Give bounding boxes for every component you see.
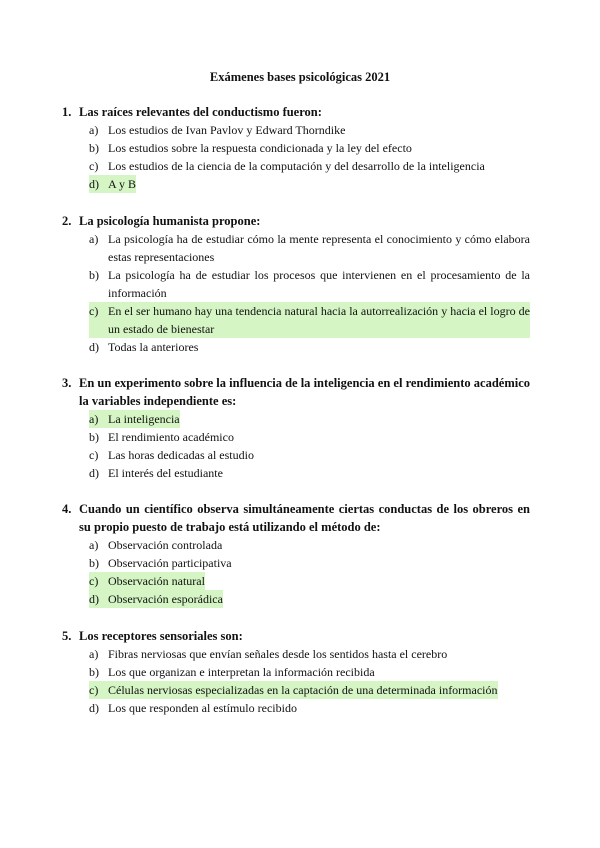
option-b — [89, 139, 530, 157]
option-letter: b) — [89, 665, 99, 679]
question-number: 3. — [62, 376, 72, 390]
question-number: 4. — [62, 502, 72, 516]
option-letter: d) — [89, 590, 108, 608]
option-list — [62, 536, 530, 608]
option-letter: d) — [89, 340, 99, 354]
option-d — [89, 590, 530, 608]
option-text: La psicología ha de estudiar los procesos que intervienen en el procesamiento de la información — [108, 268, 530, 300]
option-b — [89, 428, 530, 446]
question-heading — [62, 500, 530, 536]
option-c — [89, 572, 530, 590]
option-letter: c) — [89, 448, 99, 462]
question-2 — [62, 212, 530, 356]
question-text: Las raíces relevantes del conductismo fueron: — [79, 105, 322, 119]
option-d — [89, 699, 530, 717]
option-c — [89, 157, 530, 175]
option-b — [89, 266, 530, 302]
option-text: Las horas dedicadas al estudio — [108, 448, 254, 462]
option-d — [89, 175, 530, 193]
question-text: Cuando un científico observa simultáneamente ciertas conductas de los obreros en su propio puesto de trabajo está utilizando el método de: — [79, 502, 530, 534]
question-text: Los receptores sensoriales son: — [79, 629, 243, 643]
question-number: 1. — [62, 105, 72, 119]
option-list — [62, 121, 530, 193]
question-number: 5. — [62, 629, 72, 643]
question-3 — [62, 374, 530, 482]
option-text: Observación esporádica — [108, 592, 223, 606]
option-letter: a) — [89, 410, 108, 428]
option-text: Todas la anteriores — [108, 340, 199, 354]
option-list — [62, 230, 530, 356]
question-1 — [62, 103, 530, 193]
option-c — [89, 302, 530, 338]
page-title: Exámenes bases psicológicas 2021 — [209, 70, 391, 84]
option-letter: a) — [89, 232, 99, 246]
option-c — [89, 681, 530, 699]
option-letter: c) — [89, 572, 108, 590]
option-letter: d) — [89, 466, 99, 480]
option-letter: a) — [89, 647, 99, 661]
option-a — [89, 410, 530, 428]
option-text: Los que responden al estímulo recibido — [108, 701, 297, 715]
option-a — [89, 230, 530, 266]
option-letter: a) — [89, 123, 99, 137]
option-list — [62, 410, 530, 482]
option-d — [89, 338, 530, 356]
option-text: La inteligencia — [108, 412, 180, 426]
option-b — [89, 554, 530, 572]
option-letter: b) — [89, 556, 99, 570]
option-text: Los que organizan e interpretan la información recibida — [108, 665, 375, 679]
option-letter: b) — [89, 141, 99, 155]
option-a — [89, 121, 530, 139]
question-heading — [62, 627, 530, 645]
option-d — [89, 464, 530, 482]
option-text: Observación controlada — [108, 538, 223, 552]
question-heading — [62, 103, 530, 121]
option-b — [89, 663, 530, 681]
option-text: La psicología ha de estudiar cómo la mente representa el conocimiento y cómo elabora estas representaciones — [108, 232, 530, 264]
option-text: Fibras nerviosas que envían señales desde los sentidos hasta el cerebro — [108, 647, 448, 661]
option-letter: b) — [89, 268, 99, 282]
question-text: La psicología humanista propone: — [79, 214, 261, 228]
option-letter: a) — [89, 538, 99, 552]
option-text: A y B — [108, 177, 137, 191]
option-letter: b) — [89, 430, 99, 444]
option-letter: c) — [89, 159, 99, 173]
option-a — [89, 536, 530, 554]
question-number: 2. — [62, 214, 72, 228]
option-text: Células nerviosas especializadas en la captación de una determinada información — [108, 683, 498, 697]
option-a — [89, 645, 530, 663]
question-4 — [62, 500, 530, 608]
option-text: Los estudios de Ivan Pavlov y Edward Thorndike — [108, 123, 346, 137]
option-text: Observación participativa — [108, 556, 232, 570]
option-list — [62, 645, 530, 717]
option-text: Los estudios de la ciencia de la computación y del desarrollo de la inteligencia — [108, 159, 485, 173]
option-letter: d) — [89, 701, 99, 715]
option-text: En el ser humano hay una tendencia natural hacia la autorrealización y hacia el logro de un estado de bienestar — [108, 304, 530, 336]
question-heading — [62, 212, 530, 230]
question-text: En un experimento sobre la influencia de la inteligencia en el rendimiento académico la variables independiente es: — [79, 376, 530, 408]
option-letter: c) — [89, 302, 108, 338]
option-c — [89, 446, 530, 464]
option-letter: d) — [89, 175, 108, 193]
option-text: Los estudios sobre la respuesta condicionada y la ley del efecto — [108, 141, 412, 155]
option-letter: c) — [89, 681, 108, 699]
question-heading — [62, 374, 530, 410]
option-text: El interés del estudiante — [108, 466, 223, 480]
option-text: Observación natural — [108, 574, 205, 588]
question-5 — [62, 627, 530, 717]
option-text: El rendimiento académico — [108, 430, 234, 444]
